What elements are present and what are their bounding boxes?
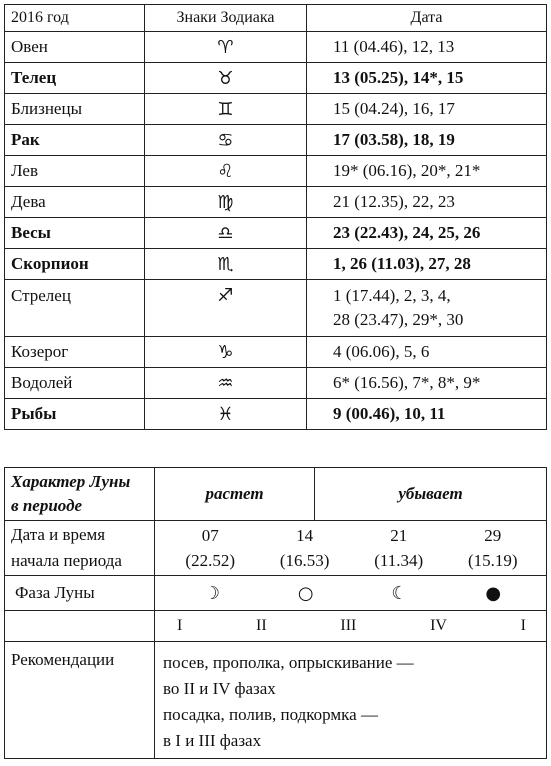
zodiac-dates <box>307 280 547 337</box>
zodiac-name: Рыбы <box>5 399 145 430</box>
zodiac-dates <box>307 218 547 249</box>
zodiac-row <box>5 249 547 280</box>
period-2-date: 14 <box>296 526 314 545</box>
zodiac-row <box>5 218 547 249</box>
period-4-time: (15.19) <box>468 551 518 570</box>
period-2 <box>280 523 330 573</box>
zodiac-date-line: 21 (12.35), 22, 23 <box>333 192 455 211</box>
date-header: Дата <box>307 5 547 32</box>
zodiac-date-line: 9 (00.46), 10, 11 <box>333 404 446 423</box>
zodiac-dates <box>307 32 547 63</box>
zodiac-row <box>5 156 547 187</box>
datetime-label-line-2: начала периода <box>11 551 122 570</box>
phase-number-2: II <box>256 617 267 634</box>
new-moon-icon: ● <box>485 582 502 604</box>
zodiac-date-line: 19* (06.16), 20*, 21* <box>333 161 481 180</box>
zodiac-name: Лев <box>5 156 145 187</box>
zodiac-row <box>5 337 547 368</box>
phase-label: Фаза Луны <box>5 576 155 611</box>
period-3-time: (11.34) <box>374 551 424 570</box>
zodiac-sign-icon: ♈ <box>145 32 307 63</box>
signs-header: Знаки Зодиака <box>145 5 307 32</box>
zodiac-sign-icon: ♉ <box>145 63 307 94</box>
phase-number-4: IV <box>430 617 447 634</box>
period-2-time: (16.53) <box>279 551 330 570</box>
zodiac-date-line: 1, 26 (11.03), 27, 28 <box>333 254 471 273</box>
period-1 <box>185 523 235 573</box>
zodiac-dates <box>307 94 547 125</box>
waning-crescent-icon: ☾ <box>391 582 408 604</box>
recommendations-text <box>155 642 547 759</box>
phase-number-5: I <box>520 617 526 634</box>
year-header: 2016 год <box>5 5 145 32</box>
zodiac-dates <box>307 337 547 368</box>
recommendations-row <box>5 642 547 759</box>
zodiac-row <box>5 280 547 337</box>
zodiac-name: Козерог <box>5 337 145 368</box>
zodiac-dates <box>307 187 547 218</box>
zodiac-date-line: 11 (04.46), 12, 13 <box>333 37 455 56</box>
waning-label: убывает <box>315 468 547 521</box>
zodiac-sign-icon: ♓ <box>145 399 307 430</box>
zodiac-dates <box>307 63 547 94</box>
zodiac-row <box>5 94 547 125</box>
zodiac-sign-icon: ♍ <box>145 187 307 218</box>
zodiac-row <box>5 125 547 156</box>
zodiac-name: Стрелец <box>5 280 145 337</box>
character-label-line-1: Характер Луны <box>11 472 131 491</box>
character-row <box>5 468 547 521</box>
phase-icons-cell <box>155 576 547 611</box>
zodiac-date-line: 4 (06.06), 5, 6 <box>333 342 430 361</box>
phase-number-1: I <box>177 617 183 634</box>
period-4 <box>468 523 518 573</box>
recommendations-label: Рекомендации <box>5 642 155 759</box>
waxing-crescent-icon: ☽ <box>203 582 221 604</box>
phase-icons <box>155 583 546 604</box>
recommendation-line-2: во II и IV фазах <box>163 679 276 698</box>
zodiac-name: Овен <box>5 32 145 63</box>
zodiac-dates <box>307 249 547 280</box>
phase-numbers-row <box>5 611 547 642</box>
zodiac-date-line: 6* (16.56), 7*, 8*, 9* <box>333 373 481 392</box>
zodiac-row <box>5 63 547 94</box>
zodiac-sign-icon: ♌ <box>145 156 307 187</box>
zodiac-name: Дева <box>5 187 145 218</box>
zodiac-row <box>5 187 547 218</box>
period-1-date: 07 <box>201 526 219 545</box>
datetime-row <box>5 521 547 576</box>
zodiac-date-line: 28 (23.47), 29*, 30 <box>333 310 464 329</box>
zodiac-name: Близнецы <box>5 94 145 125</box>
zodiac-name: Рак <box>5 125 145 156</box>
recommendation-line-4: в I и III фазах <box>163 731 262 750</box>
recommendation-line-1: посев, прополка, опрыскивание — <box>163 653 414 672</box>
zodiac-sign-icon: ♊ <box>145 94 307 125</box>
zodiac-sign-icon: ♑ <box>145 337 307 368</box>
period-1-time: (22.52) <box>185 551 235 570</box>
datetime-label-line-1: Дата и время <box>11 525 106 544</box>
zodiac-sign-icon: ♏ <box>145 249 307 280</box>
zodiac-table <box>4 4 547 430</box>
character-label <box>5 468 155 521</box>
period-3-date: 21 <box>390 526 408 545</box>
zodiac-date-line: 17 (03.58), 18, 19 <box>333 130 455 149</box>
zodiac-date-line: 13 (05.25), 14*, 15 <box>333 68 464 87</box>
zodiac-sign-icon: ♎ <box>145 218 307 249</box>
zodiac-name: Скорпион <box>5 249 145 280</box>
moon-table <box>4 467 547 759</box>
zodiac-header-row <box>5 5 547 32</box>
zodiac-name: Телец <box>5 63 145 94</box>
full-moon-icon: ○ <box>297 582 314 604</box>
phase-numbers-cell <box>155 611 547 642</box>
zodiac-name: Водолей <box>5 368 145 399</box>
periods-list <box>155 523 546 573</box>
zodiac-date-line: 23 (22.43), 24, 25, 26 <box>333 223 481 242</box>
zodiac-sign-icon: ♋ <box>145 125 307 156</box>
zodiac-date-line: 15 (04.24), 16, 17 <box>333 99 455 118</box>
period-4-date: 29 <box>484 526 502 545</box>
zodiac-row <box>5 32 547 63</box>
zodiac-dates <box>307 399 547 430</box>
zodiac-row <box>5 368 547 399</box>
zodiac-date-line: 1 (17.44), 2, 3, 4, <box>333 286 451 305</box>
phase-numbers <box>155 617 546 635</box>
zodiac-dates <box>307 156 547 187</box>
zodiac-rows <box>5 32 547 430</box>
rising-label: растет <box>155 468 315 521</box>
recommendation-line-3: посадка, полив, подкормка — <box>163 705 378 724</box>
zodiac-dates <box>307 368 547 399</box>
period-3 <box>374 523 423 573</box>
phase-number-3: III <box>340 617 357 634</box>
datetime-label <box>5 521 155 576</box>
zodiac-sign-icon: ♒ <box>145 368 307 399</box>
character-label-line-2: в периоде <box>11 496 83 515</box>
zodiac-name: Весы <box>5 218 145 249</box>
phase-numbers-blank <box>5 611 155 642</box>
periods-cell <box>155 521 547 576</box>
zodiac-sign-icon: ♐ <box>145 280 307 337</box>
zodiac-row <box>5 399 547 430</box>
phase-row <box>5 576 547 611</box>
zodiac-dates <box>307 125 547 156</box>
